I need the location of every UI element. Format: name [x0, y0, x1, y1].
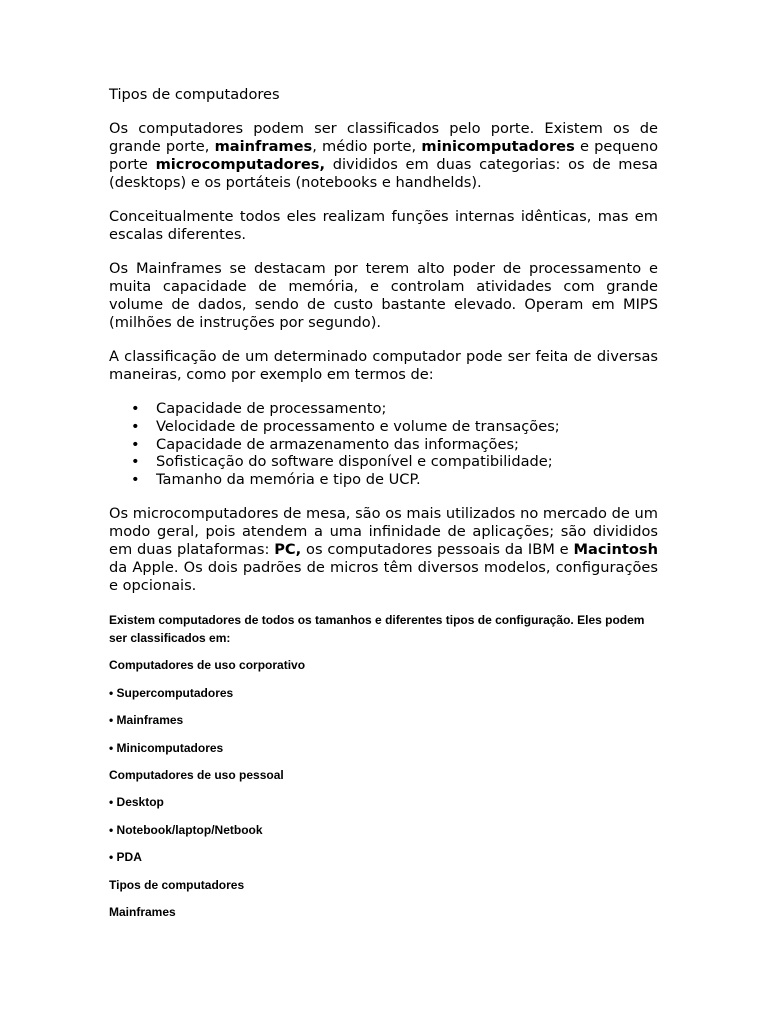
document-body [109, 86, 658, 921]
term-minicomputadores: minicomputadores [421, 138, 575, 155]
term-pc: PC, [274, 540, 302, 558]
list-item: • Desktop [109, 795, 164, 810]
list-item: • PDA [109, 850, 142, 865]
term-macintosh: Macintosh [573, 540, 659, 558]
list-item: • Minicomputadores [109, 740, 224, 755]
section-heading-personal: Computadores de uso pessoal [109, 767, 284, 782]
list-item: • Tamanho da memória e tipo de UCP. [156, 471, 658, 489]
paragraph-mainframes: Os Mainframes se destacam por terem alto poder de processamento e muita capacidade de memória, e controlam atividades com grande volume de dados, sendo de custo bastante elevado. Operam em MIPS (milhões de instruções por segundo). [109, 260, 658, 331]
classification-intro: Existem computadores de todos os tamanhos e diferentes tipos de configuração. Eles podem ser classificados em: [109, 612, 645, 645]
list-item: • Supercomputadores [109, 685, 234, 700]
paragraph-classification: A classificação de um determinado computador pode ser feita de diversas maneiras, como por exemplo em termos de: [109, 348, 658, 383]
classification-criteria-list [109, 400, 658, 489]
list-item: • Capacidade de armazenamento das informações; [156, 436, 658, 454]
paragraph-desktop-micros: Os microcomputadores de mesa, são os mais utilizados no mercado de um modo geral, pois atendem a uma infinidade de aplicações; são divididos em duas plataformas: PC, os computadores pessoais da IBM e Macintosh da Apple. Os dois padrões de micros têm diversos modelos, configurações e opcionais. [109, 504, 659, 594]
section-heading-corporate: Computadores de uso corporativo [109, 658, 306, 673]
list-item: • Mainframes [109, 713, 184, 728]
list-item: • Notebook/laptop/Netbook [109, 822, 263, 837]
term-mainframes: mainframes [214, 138, 313, 155]
section-heading-types: Tipos de computadores [109, 877, 245, 892]
document-title: Tipos de computadores [109, 86, 280, 103]
section-heading-mainframes: Mainframes [109, 904, 176, 919]
paragraph-internal-functions: Conceitualmente todos eles realizam funções internas idênticas, mas em escalas diferentes. [109, 208, 658, 243]
paragraph-types-by-size: Os computadores podem ser classificados pelo porte. Existem os de grande porte, mainframes, médio porte, minicomputadores e pequeno porte microcomputadores, divididos em duas categorias: os de mesa (desktops) e os portáteis (notebooks e handhelds). [109, 120, 659, 191]
classification-section [109, 611, 658, 921]
list-item: • Sofisticação do software disponível e compatibilidade; [156, 453, 658, 471]
list-item: • Capacidade de processamento; [156, 400, 658, 418]
term-microcomputadores: microcomputadores, [155, 156, 326, 173]
list-item: • Velocidade de processamento e volume de transações; [156, 418, 658, 436]
